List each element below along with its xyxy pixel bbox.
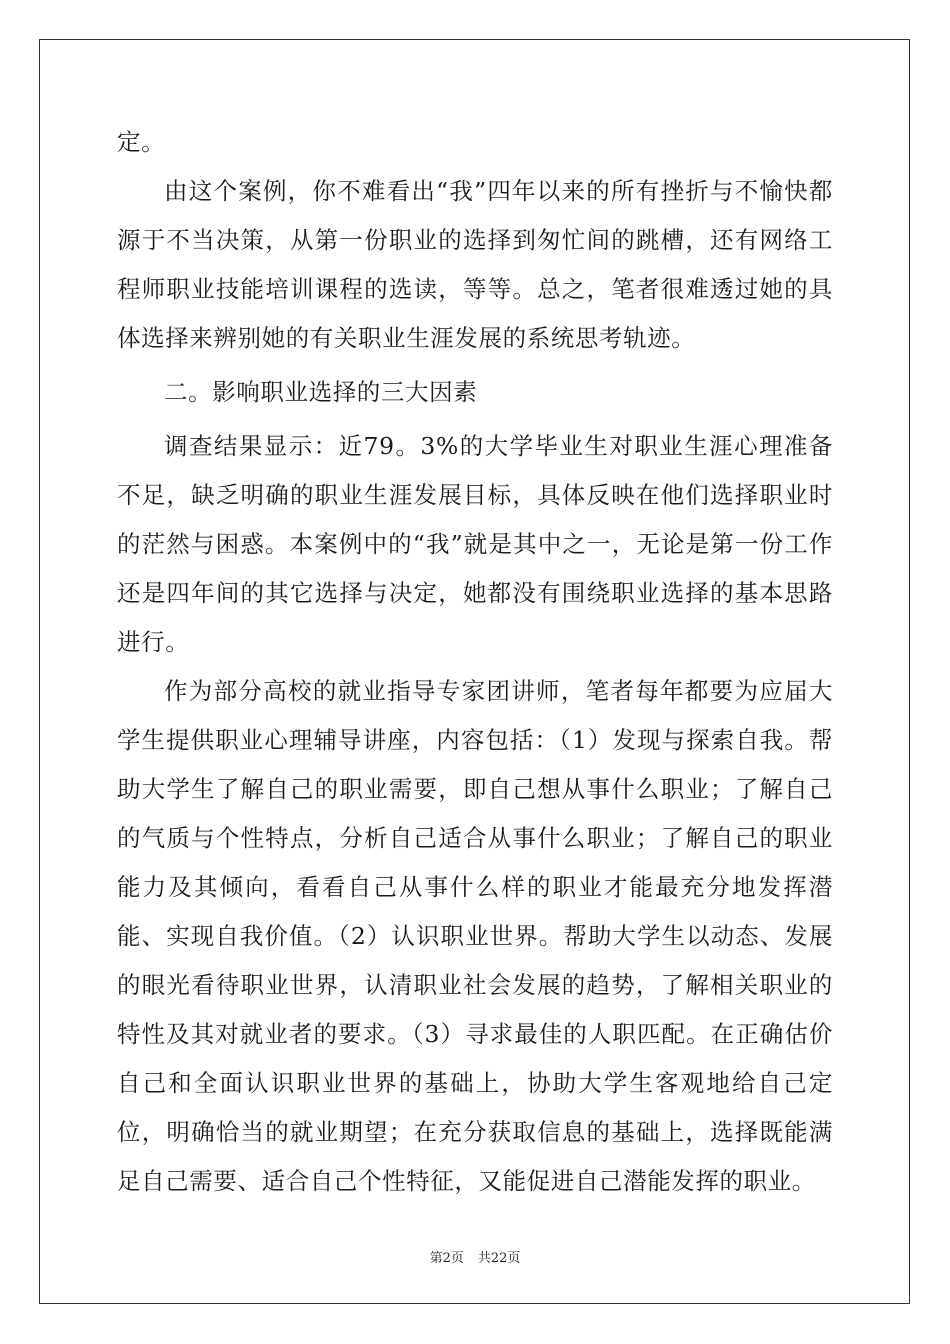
page-number: 第2页 <box>429 1251 464 1266</box>
document-body <box>117 118 833 1206</box>
page-footer <box>0 1251 950 1267</box>
paragraph-continuation: 定。 <box>117 128 166 156</box>
paragraph-survey: 调查结果显示：近79。3%的大学毕业生对职业生涯心理准备不足，缺乏明确的职业生涯发展目标，具体反映在他们选择职业时的茫然与困惑。本案例中的“我”就是其中之一，无论是第一份工作还是四年间的其它选择与决定，她都没有围绕职业选择的基本思路进行。 <box>117 432 833 656</box>
page-total: 共22页 <box>477 1251 521 1266</box>
section-heading: 二。影响职业选择的三大因素 <box>164 378 478 406</box>
paragraph-lecture-content: 作为部分高校的就业指导专家团讲师，笔者每年都要为应届大学生提供职业心理辅导讲座，内容包括：（1）发现与探索自我。帮助大学生了解自己的职业需要，即自己想从事什么职业；了解自己的气质与个性特点，分析自己适合从事什么职业；了解自己的职业能力及其倾向，看看自己从事什么样的职业才能最充分地发挥潜能、实现自我价值。（2）认识职业世界。帮助大学生以动态、发展的眼光看待职业世界，认清职业社会发展的趋势，了解相关职业的特性及其对就业者的要求。（3）寻求最佳的人职匹配。在正确估价自己和全面认识职业世界的基础上，协助大学生客观地给自己定位，明确恰当的就业期望；在充分获取信息的基础上，选择既能满足自己需要、适合自己个性特征，又能促进自己潜能发挥的职业。 <box>117 677 833 1195</box>
paragraph-case-analysis: 由这个案例，你不难看出“我”四年以来的所有挫折与不愉快都源于不当决策，从第一份职业的选择到匆忙间的跳槽，还有网络工程师职业技能培训课程的选读，等等。总之，笔者很难透过她的具体选择来辨别她的有关职业生涯发展的系统思考轨迹。 <box>117 177 833 352</box>
